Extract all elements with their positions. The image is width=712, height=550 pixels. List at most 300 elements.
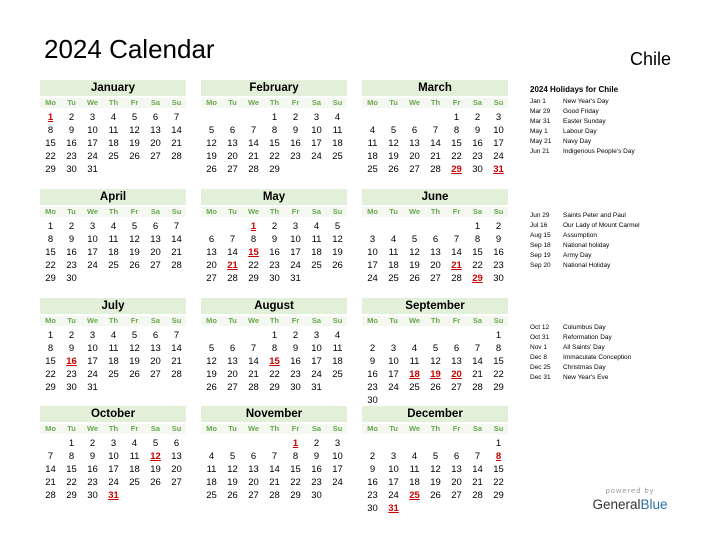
weekday-label: Tu (67, 98, 76, 107)
weekday-label: Fr (291, 424, 300, 433)
calendar-day: 2 (292, 112, 299, 123)
holiday-row (530, 221, 640, 231)
calendar-day: 28 (248, 164, 259, 175)
calendar-day: 4 (334, 112, 341, 123)
calendar-day: 13 (430, 247, 441, 258)
holiday-name: Saints Peter and Paul (563, 212, 626, 219)
calendar-day: 9 (271, 234, 278, 245)
calendar-day: 16 (290, 356, 301, 367)
weekday-label: Fr (130, 424, 139, 433)
weekday-label: Sa (472, 424, 483, 433)
calendar-day: 2 (474, 112, 481, 123)
weekday-label: Th (108, 98, 119, 107)
calendar-day: 12 (227, 464, 238, 475)
calendar-day: 28 (472, 382, 483, 393)
weekday-label: Th (430, 207, 441, 216)
holiday-name: Christmas Day (563, 364, 606, 371)
calendar-day: 24 (108, 477, 119, 488)
weekday-label: Th (430, 316, 441, 325)
calendar-day: 14 (171, 234, 182, 245)
weekday-label: We (408, 316, 421, 325)
calendar-day: 14 (472, 356, 483, 367)
calendar-day: 20 (171, 464, 182, 475)
calendar-day: 10 (108, 451, 119, 462)
calendar-day: 31 (290, 273, 301, 284)
calendar-day: 21 (248, 151, 259, 162)
weekday-label: We (86, 316, 99, 325)
calendar-day: 10 (87, 234, 98, 245)
calendar-day: 19 (332, 247, 343, 258)
calendar-day: 18 (388, 260, 399, 271)
calendar-day: 26 (430, 490, 441, 501)
calendar-day: 22 (45, 369, 56, 380)
holiday-date-label: Jan 1 (530, 98, 546, 105)
calendar-day: 7 (250, 343, 257, 354)
calendar-day: 9 (292, 343, 299, 354)
month-title: April (40, 189, 186, 205)
weekday-label: Fr (452, 424, 461, 433)
holiday-date: 16 (66, 356, 77, 367)
calendar-day: 20 (150, 138, 161, 149)
calendar-day: 7 (173, 112, 180, 123)
calendar-day: 2 (68, 330, 75, 341)
calendar-day: 20 (150, 356, 161, 367)
calendar-day: 16 (472, 138, 483, 149)
holiday-name: Assumption (563, 232, 597, 239)
calendar-day: 10 (493, 125, 504, 136)
calendar-day: 16 (269, 247, 280, 258)
calendar-day: 6 (229, 125, 236, 136)
month-november (201, 406, 347, 506)
holiday-date-label: Jul 16 (530, 222, 548, 229)
calendar-day: 14 (45, 464, 56, 475)
weekday-label: Tu (67, 424, 76, 433)
calendar-day: 5 (208, 125, 215, 136)
calendar-day: 11 (332, 343, 343, 354)
calendar-day: 17 (108, 464, 119, 475)
calendar-day: 15 (493, 356, 504, 367)
calendar-day: 4 (313, 221, 320, 232)
weekday-label: Sa (311, 98, 322, 107)
calendar-day: 25 (108, 260, 119, 271)
holiday-row (530, 127, 635, 137)
calendar-day: 19 (206, 369, 217, 380)
calendar-day: 24 (388, 490, 399, 501)
holiday-date-label: Mar 31 (530, 118, 551, 125)
calendar-day: 16 (87, 464, 98, 475)
calendar-day: 25 (367, 164, 378, 175)
calendar-day: 18 (409, 477, 420, 488)
calendar-day: 24 (367, 273, 378, 284)
calendar-day: 11 (409, 356, 420, 367)
calendar-day: 22 (66, 477, 77, 488)
calendar-day: 5 (152, 438, 159, 449)
holiday-row (530, 353, 631, 363)
calendar-day: 21 (269, 477, 280, 488)
calendar-day: 21 (248, 369, 259, 380)
calendar-day: 11 (367, 138, 378, 149)
calendar-day: 22 (493, 369, 504, 380)
calendar-day: 9 (313, 451, 320, 462)
weekday-label: Tu (67, 316, 76, 325)
calendar-day: 31 (87, 164, 98, 175)
holiday-date: 15 (248, 247, 259, 258)
calendar-day: 14 (248, 356, 259, 367)
calendar-day: 27 (430, 273, 441, 284)
calendar-day: 25 (108, 151, 119, 162)
calendar-day: 10 (388, 464, 399, 475)
month-july (40, 298, 186, 398)
calendar-day: 2 (89, 438, 96, 449)
calendar-day: 6 (432, 234, 439, 245)
calendar-day: 22 (45, 151, 56, 162)
calendar-day: 25 (311, 260, 322, 271)
calendar-day: 17 (87, 138, 98, 149)
calendar-day: 11 (129, 451, 140, 462)
calendar-day: 7 (47, 451, 54, 462)
holiday-group (530, 211, 640, 271)
calendar-day: 30 (311, 490, 322, 501)
calendar-day: 19 (206, 151, 217, 162)
calendar-day: 7 (250, 125, 257, 136)
month-title: February (201, 80, 347, 96)
calendar-day: 23 (66, 260, 77, 271)
calendar-day: 27 (227, 382, 238, 393)
calendar-day: 7 (173, 221, 180, 232)
holiday-name: National holiday (563, 242, 610, 249)
calendar-day: 8 (495, 343, 502, 354)
calendar-day: 5 (334, 221, 341, 232)
calendar-day: 17 (311, 138, 322, 149)
calendar-day: 13 (227, 138, 238, 149)
calendar-day: 27 (248, 490, 259, 501)
calendar-day: 21 (472, 369, 483, 380)
weekday-label: We (86, 424, 99, 433)
calendar-day: 12 (129, 343, 140, 354)
month-title: November (201, 406, 347, 422)
calendar-day: 26 (206, 382, 217, 393)
calendar-day: 23 (290, 369, 301, 380)
weekday-label: We (247, 207, 260, 216)
calendar-day: 10 (367, 247, 378, 258)
calendar-day: 21 (171, 247, 182, 258)
holiday-date: 31 (108, 490, 119, 501)
calendar-day: 14 (171, 125, 182, 136)
weekday-label: Su (493, 98, 504, 107)
calendar-day: 12 (332, 234, 343, 245)
weekday-label: Fr (452, 207, 461, 216)
calendar-day: 12 (129, 234, 140, 245)
holiday-group (530, 323, 631, 383)
calendar-day: 22 (269, 369, 280, 380)
calendar-day: 24 (493, 151, 504, 162)
month-title: August (201, 298, 347, 314)
holiday-name: Labour Day (563, 128, 597, 135)
month-title: July (40, 298, 186, 314)
calendar-day: 24 (87, 151, 98, 162)
calendar-day: 29 (269, 382, 280, 393)
calendar-day: 11 (108, 125, 119, 136)
calendar-day: 2 (369, 343, 376, 354)
calendar-day: 3 (292, 221, 299, 232)
month-title: June (362, 189, 508, 205)
month-september (362, 298, 508, 406)
month-december (362, 406, 508, 514)
calendar-day: 29 (45, 164, 56, 175)
weekday-label: Fr (291, 316, 300, 325)
calendar-day: 6 (250, 451, 257, 462)
weekday-label: Su (171, 207, 182, 216)
holiday-date: 19 (430, 369, 441, 380)
calendar-day: 1 (47, 330, 54, 341)
calendar-day: 29 (269, 164, 280, 175)
calendar-day: 20 (150, 247, 161, 258)
calendar-day: 4 (110, 221, 117, 232)
holiday-name: Immaculate Conception (563, 354, 632, 361)
weekday-label: Su (332, 424, 343, 433)
calendar-day: 2 (68, 112, 75, 123)
calendar-day: 11 (409, 464, 420, 475)
weekday-label: We (86, 98, 99, 107)
calendar-day: 15 (66, 464, 77, 475)
calendar-day: 8 (47, 343, 54, 354)
weekday-label: Su (332, 207, 343, 216)
calendar-day: 13 (150, 343, 161, 354)
calendar-day: 18 (367, 151, 378, 162)
brand-logo (588, 486, 672, 514)
calendar-day: 30 (66, 164, 77, 175)
calendar-day: 18 (108, 138, 119, 149)
holiday-date-label: Mar 29 (530, 108, 551, 115)
weekday-label: Fr (452, 98, 461, 107)
calendar-day: 19 (129, 138, 140, 149)
calendar-day: 15 (451, 138, 462, 149)
calendar-day: 8 (474, 234, 481, 245)
calendar-day: 1 (271, 112, 278, 123)
holidays-title: 2024 Holidays for Chile (530, 85, 619, 94)
calendar-day: 23 (367, 382, 378, 393)
holiday-name: Indigenous People's Day (563, 148, 635, 155)
calendar-day: 27 (451, 490, 462, 501)
calendar-day: 29 (493, 490, 504, 501)
holiday-date: 8 (495, 451, 502, 462)
month-june (362, 189, 508, 289)
calendar-day: 7 (432, 125, 439, 136)
holiday-date: 20 (451, 369, 462, 380)
calendar-day: 6 (453, 451, 460, 462)
calendar-day: 13 (409, 138, 420, 149)
holiday-date-label: Jun 29 (530, 212, 550, 219)
calendar-day: 12 (409, 247, 420, 258)
calendar-day: 13 (150, 234, 161, 245)
calendar-day: 15 (472, 247, 483, 258)
calendar-day: 1 (495, 330, 502, 341)
weekday-label: Tu (389, 424, 398, 433)
weekday-label: Su (332, 98, 343, 107)
weekday-label: Tu (228, 316, 237, 325)
calendar-day: 22 (290, 477, 301, 488)
calendar-day: 19 (409, 260, 420, 271)
calendar-day: 5 (131, 330, 138, 341)
calendar-day: 27 (409, 164, 420, 175)
holiday-date: 25 (409, 490, 420, 501)
calendar-day: 13 (227, 356, 238, 367)
calendar-day: 24 (290, 260, 301, 271)
weekday-label: Mo (367, 207, 378, 216)
calendar-day: 3 (110, 438, 117, 449)
month-title: May (201, 189, 347, 205)
calendar-day: 20 (206, 260, 217, 271)
calendar-day: 3 (89, 221, 96, 232)
calendar-day: 14 (451, 247, 462, 258)
calendar-day: 1 (453, 112, 460, 123)
calendar-day: 17 (290, 247, 301, 258)
holiday-row (530, 333, 631, 343)
holiday-date: 15 (269, 356, 280, 367)
weekday-label: Su (171, 98, 182, 107)
calendar-day: 9 (369, 464, 376, 475)
weekday-label: We (247, 424, 260, 433)
brand-name-part1: General (592, 497, 641, 512)
calendar-day: 18 (129, 464, 140, 475)
calendar-day: 17 (388, 369, 399, 380)
holiday-name: Army Day (563, 252, 592, 259)
calendar-day: 26 (129, 369, 140, 380)
calendar-day: 5 (411, 234, 418, 245)
calendar-day: 5 (432, 451, 439, 462)
calendar-day: 5 (131, 221, 138, 232)
calendar-day: 17 (87, 247, 98, 258)
calendar-day: 20 (227, 151, 238, 162)
calendar-day: 31 (311, 382, 322, 393)
holiday-date-label: Dec 31 (530, 374, 551, 381)
calendar-day: 26 (129, 260, 140, 271)
calendar-day: 17 (493, 138, 504, 149)
holiday-name: Navy Day (563, 138, 592, 145)
calendar-day: 1 (474, 221, 481, 232)
weekday-label: We (408, 424, 421, 433)
weekday-label: Mo (45, 424, 56, 433)
holiday-date-label: Sep 20 (530, 262, 551, 269)
holiday-date-label: Dec 25 (530, 364, 551, 371)
holiday-date: 18 (409, 369, 420, 380)
calendar-day: 16 (367, 477, 378, 488)
calendar-day: 24 (311, 369, 322, 380)
weekday-label: Fr (291, 98, 300, 107)
calendar-day: 24 (311, 151, 322, 162)
calendar-day: 7 (474, 451, 481, 462)
calendar-day: 30 (269, 273, 280, 284)
weekday-label: Th (430, 424, 441, 433)
weekday-label: Sa (311, 424, 322, 433)
calendar-day: 6 (208, 234, 215, 245)
holiday-row (530, 97, 635, 107)
calendar-day: 22 (451, 151, 462, 162)
calendar-day: 14 (248, 138, 259, 149)
calendar-day: 17 (367, 260, 378, 271)
calendar-day: 10 (311, 125, 322, 136)
calendar-day: 16 (66, 247, 77, 258)
holiday-row (530, 363, 631, 373)
calendar-day: 3 (334, 438, 341, 449)
calendar-day: 23 (472, 151, 483, 162)
holiday-name: Reformation Day (563, 334, 612, 341)
holiday-row (530, 117, 635, 127)
calendar-day: 8 (292, 451, 299, 462)
weekday-label: Sa (150, 98, 161, 107)
calendar-day: 23 (311, 477, 322, 488)
calendar-day: 9 (292, 125, 299, 136)
calendar-day: 28 (171, 369, 182, 380)
calendar-day: 9 (68, 343, 75, 354)
weekday-label: Tu (228, 424, 237, 433)
calendar-day: 27 (150, 369, 161, 380)
holiday-name: New Year's Eve (563, 374, 609, 381)
calendar-day: 28 (248, 382, 259, 393)
calendar-day: 3 (89, 330, 96, 341)
calendar-day: 4 (411, 343, 418, 354)
calendar-day: 29 (66, 490, 77, 501)
calendar-day: 13 (451, 464, 462, 475)
holiday-name: Columbus Day (563, 324, 606, 331)
calendar-day: 18 (311, 247, 322, 258)
calendar-day: 13 (150, 125, 161, 136)
holiday-name: Good Friday (563, 108, 599, 115)
calendar-day: 19 (129, 247, 140, 258)
calendar-day: 26 (409, 273, 420, 284)
calendar-day: 18 (206, 477, 217, 488)
calendar-day: 2 (495, 221, 502, 232)
calendar-day: 4 (208, 451, 215, 462)
calendar-day: 2 (292, 330, 299, 341)
weekday-label: Mo (45, 316, 56, 325)
holiday-name: National Holiday (563, 262, 611, 269)
calendar-day: 29 (45, 382, 56, 393)
calendar-day: 4 (110, 330, 117, 341)
month-october (40, 406, 186, 506)
weekday-label: Su (493, 316, 504, 325)
calendar-day: 21 (472, 477, 483, 488)
calendar-day: 12 (206, 138, 217, 149)
calendar-day: 2 (68, 221, 75, 232)
calendar-day: 6 (173, 438, 180, 449)
calendar-day: 3 (369, 234, 376, 245)
weekday-label: Tu (389, 207, 398, 216)
calendar-day: 28 (451, 273, 462, 284)
page-title: 2024 Calendar (44, 34, 215, 64)
weekday-label: Su (332, 316, 343, 325)
calendar-day: 8 (250, 234, 257, 245)
weekday-label: Fr (291, 207, 300, 216)
holiday-row (530, 343, 631, 353)
holiday-row (530, 261, 640, 271)
calendar-day: 11 (108, 343, 119, 354)
weekday-label: Sa (472, 207, 483, 216)
calendar-day: 25 (409, 382, 420, 393)
calendar-day: 3 (313, 112, 320, 123)
calendar-day: 28 (45, 490, 56, 501)
month-may (201, 189, 347, 289)
calendar-day: 15 (290, 464, 301, 475)
weekday-label: We (86, 207, 99, 216)
holiday-date: 1 (292, 438, 299, 449)
calendar-day: 21 (171, 356, 182, 367)
holiday-name: All Saints' Day (563, 344, 605, 351)
calendar-day: 23 (269, 260, 280, 271)
calendar-day: 23 (66, 369, 77, 380)
calendar-day: 16 (367, 369, 378, 380)
calendar-day: 26 (206, 164, 217, 175)
